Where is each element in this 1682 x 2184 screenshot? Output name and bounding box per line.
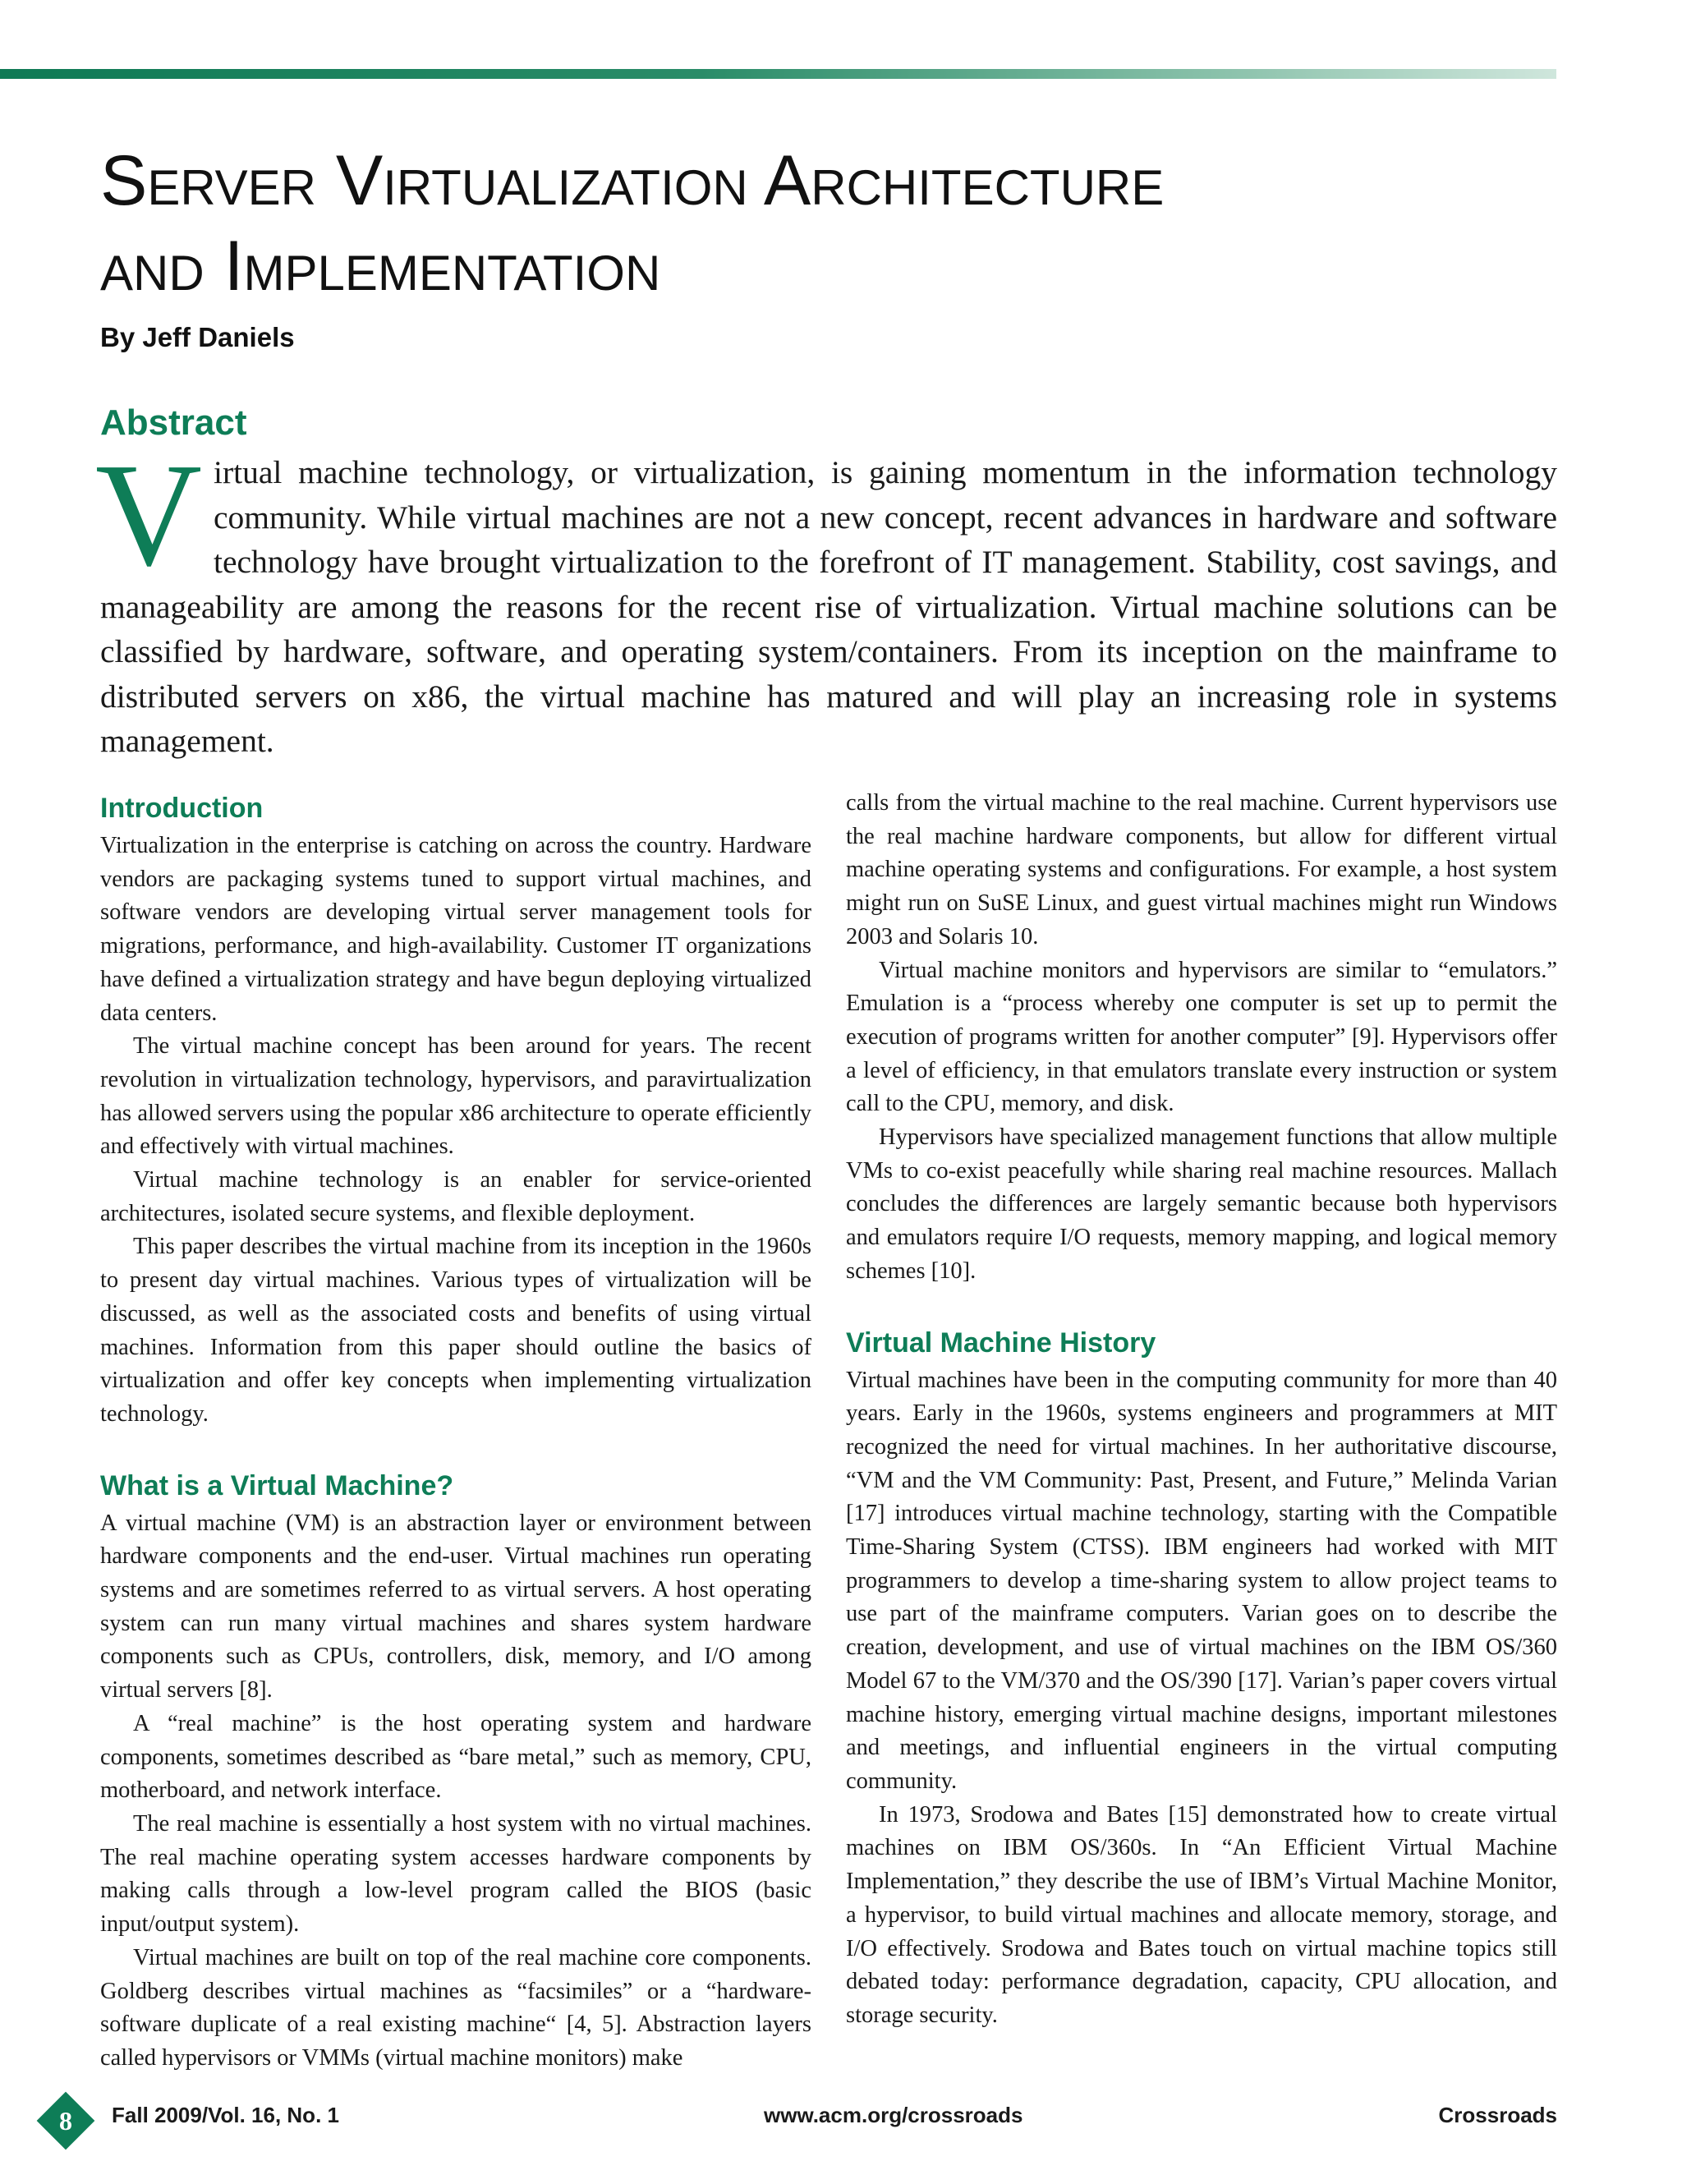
page-footer [0,2086,1682,2136]
right-column [846,787,1557,2033]
paragraph: A virtual machine (VM) is an abstraction layer or environment between hardware components and the end-user. Virtual machines run operating systems and are sometimes referred to as virtual servers. A host operating system can run many virtual machines and shares system hardware components such as CPUs, controllers, disk, memory, and I/O among virtual servers [8]. [100,1510,811,1704]
paragraph: Virtualization in the enterprise is catching on across the country. Hardware vendors are packaging systems tuned to support virtual machines, and software vendors are developing virtual server management tools for migrations, performance, and high-availability. Customer IT organizations have defined a virtualization strategy and have begun deploying virtualized data centers. [100,833,811,1026]
paragraph: The real machine is essentially a host system with no virtual machines. The real machine operating system accesses hardware components by making calls through a low-level program called the BIOS (basic input/output system). [100,1810,811,1938]
paragraph: Virtual machine technology is an enabler for service-oriented architectures, isolated secure systems, and flexible deployment. [100,1167,811,1226]
drop-cap: V [95,433,202,596]
paragraph: calls from the virtual machine to the real machine. Current hypervisors use the real machine hardware components, but allow for different virtual machine operating systems and configurations. For example, a host system might run on SuSE Linux, and guest virtual machines might run Windows 2003 and Solaris 10. [846,790,1557,949]
magazine-name: Crossroads [1438,2103,1557,2127]
abstract-heading: Abstract [100,402,247,443]
paragraph: A “real machine” is the host operating system and hardware components, sometimes described as “bare metal,” such as memory, CPU, motherboard, and network interface. [100,1710,811,1804]
article-title [100,138,1496,309]
abstract-body: irtual machine technology, or virtualization, is gaining momentum in the information technology community. While virtual machines are not a new concept, recent advances in hardware and software technology have brought virtualization to the forefront of IT management. Stability, cost savings, and manageability are among the reasons for the recent rise of virtualization. Virtual machine solutions can be classified by hardware, software, and operating system/containers. From its inception on the mainframe to distributed servers on x86, the virtual machine has matured and will play an increasing role in systems management. [100,454,1557,759]
byline: By Jeff Daniels [100,322,295,352]
paragraph: Virtual machines have been in the computing community for more than 40 years. Early in the 1960s, systems engineers and programmers at MIT recognized the need for virtual machines. In her authoritative discourse, “VM and the VM Community: Past, Present, and Future,” Melinda Varian [17] introduces virtual machine technology, starting with the Compatible Time-Sharing System (CTSS). IBM engineers had worked with MIT programmers to develop a time-sharing system to allow project teams to use part of the mainframe computers. Varian goes on to describe the creation, development, and use of virtual machines on the IBM OS/360 Model 67 to the VM/370 and the OS/390 [17]. Varian’s paper covers virtual machine history, emerging virtual machine designs, important milestones and meetings, and influential engineers in the virtual computing community. [846,1367,1557,1794]
section-gap [100,1432,811,1464]
title-line-1: Server Virtualization Architecture [100,141,1165,220]
history-heading: Virtual Machine History [846,1326,1156,1359]
page-number-badge [36,2091,95,2150]
left-column [100,787,811,2076]
website-link[interactable]: www.acm.org/crossroads [764,2103,1023,2127]
paragraph: This paper describes the virtual machine from its inception in the 1960s to present day virtual machines. Various types of virtualization will be discussed, as well as the associated costs and benefits of using virtual machines. Information from this paper should outline the basics of virtualization and offer key concepts when implementing virtualization technology. [100,1234,811,1427]
introduction-heading: Introduction [100,793,264,824]
section-gap [846,1289,1557,1322]
issue-info: Fall 2009/Vol. 16, No. 1 [112,2103,339,2127]
title-line-2: and Implementation [100,227,661,306]
paragraph: In 1973, Srodowa and Bates [15] demonstrated how to create virtual machines on IBM OS/360s. In “An Efficient Virtual Machine Implementation,” they describe the use of IBM’s Virtual Machine Monitor, a hypervisor, to build virtual machines and allocate memory, storage, and I/O effectively. Srodowa and Bates touch on virtual machine topics still debated today: performance degradation, capacity, CPU allocation, and storage security. [846,1801,1557,2028]
what-is-vm-heading: What is a Virtual Machine? [100,1469,454,1501]
abstract-text [95,433,1557,764]
header-rule [0,69,1556,79]
paragraph: Virtual machines are built on top of the real machine core components. Goldberg describes virtual machines as “facsimiles” or a “hardware-software duplicate of a real existing machine“ [4, 5]. Abstraction layers called hypervisors or VMMs (virtual machine monitors) make [100,1944,811,2071]
paragraph: Virtual machine monitors and hypervisors are similar to “emulators.” Emulation is a “process whereby one computer is set up to permit the execution of programs written for another computer” [9]. Hypervisors offer a level of efficiency, in that emulators translate every instruction or system call to the CPU, memory, and disk. [846,957,1557,1117]
paragraph: Hypervisors have specialized management functions that allow multiple VMs to co-exist peacefully while sharing real machine resources. Mallach concludes the differences are largely semantic because both hypervisors and emulators require I/O requests, memory mapping, and logical memory schemes [10]. [846,1124,1557,1284]
page-number: 8 [59,2106,72,2136]
paragraph: The virtual machine concept has been around for years. The recent revolution in virtualization technology, hypervisors, and paravirtualization has allowed servers using the popular x86 architecture to operate efficiently and effectively with virtual machines. [100,1033,811,1160]
